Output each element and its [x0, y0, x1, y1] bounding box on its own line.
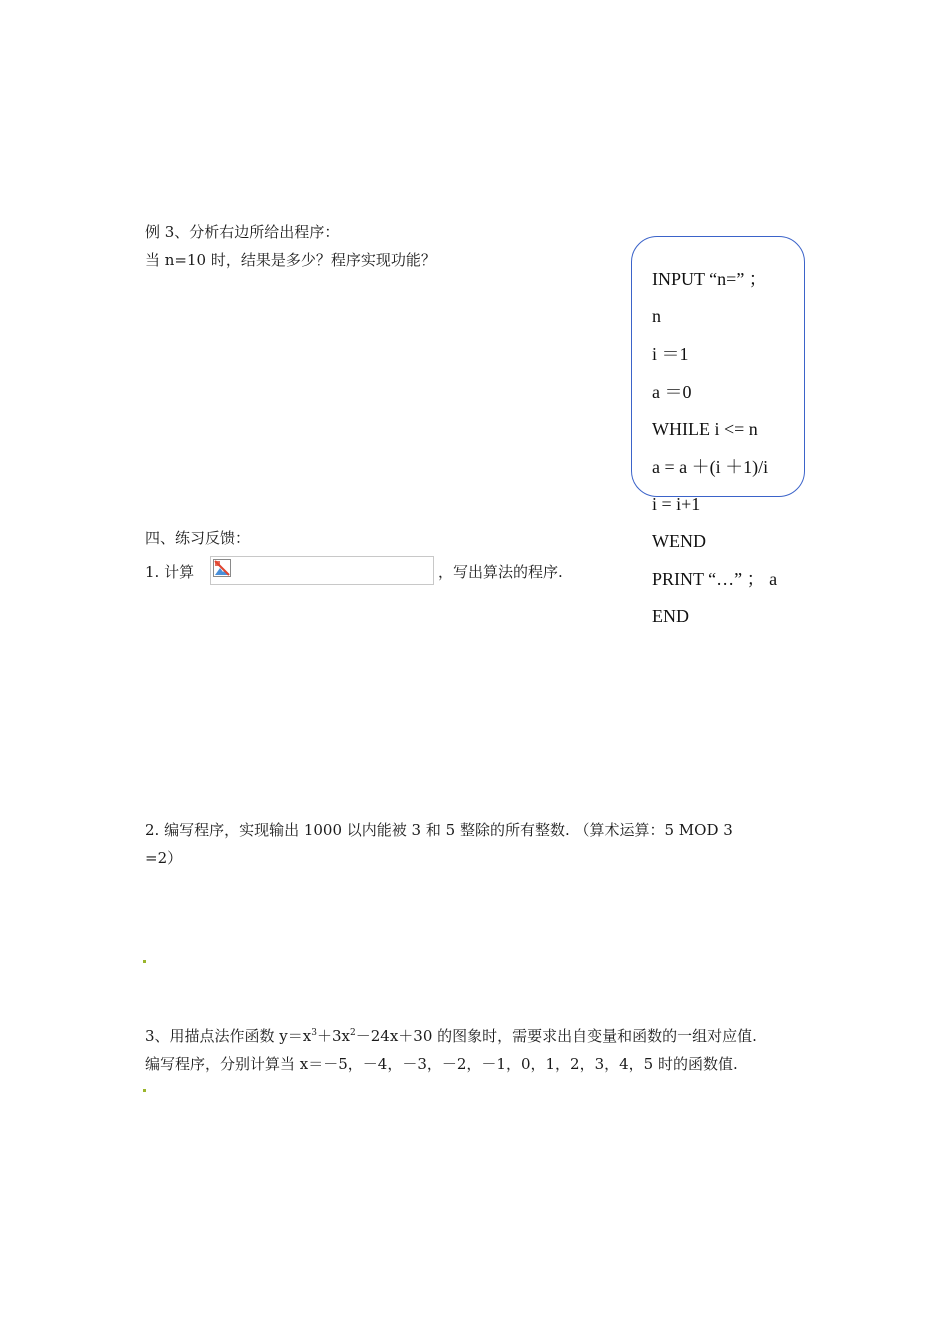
q3-line1: 3、用描点法作函数 $y=x^3+3x^2-24x+30$ 的图象时，需要求出自变量和函数的一组对应值. [145, 1027, 757, 1045]
formula-image-placeholder [210, 556, 434, 585]
q1-prefix: 1. 计算 [145, 563, 195, 581]
example3-title: 例 3、分析右边所给出程序： [145, 223, 340, 241]
broken-image-icon [213, 559, 231, 577]
code-line: a = a ＋(i ＋1)/i [652, 457, 769, 477]
code-line: PRINT “…” ； a [652, 569, 778, 589]
green-dot [143, 1089, 146, 1092]
code-line: WEND [652, 531, 706, 551]
code-line: WHILE i <= n [652, 419, 758, 439]
green-dot [143, 960, 146, 963]
code-line: INPUT “n=” ； [652, 269, 767, 289]
q2-line2: =2） [145, 849, 183, 867]
q1-suffix: ，写出算法的程序. [438, 563, 563, 581]
code-line: END [652, 606, 689, 626]
code-line: i ＝1 [652, 344, 689, 364]
example3-question: 当 n=10 时，结果是多少？程序实现功能？ [145, 251, 436, 269]
code-line: i = i+1 [652, 494, 701, 514]
code-line: a ＝0 [652, 382, 692, 402]
code-line: n [652, 306, 661, 326]
q2-line1: 2. 编写程序，实现输出 1000 以内能被 3 和 5 整除的所有整数. （算术运算：5 MOD 3 [145, 821, 733, 839]
section-heading: 四、练习反馈： [145, 529, 251, 547]
q3-line2: 编写程序，分别计算当 x＝－5，－4，－3，－2，－1，0，1，2，3，4，5 时的函数值. [145, 1055, 738, 1073]
